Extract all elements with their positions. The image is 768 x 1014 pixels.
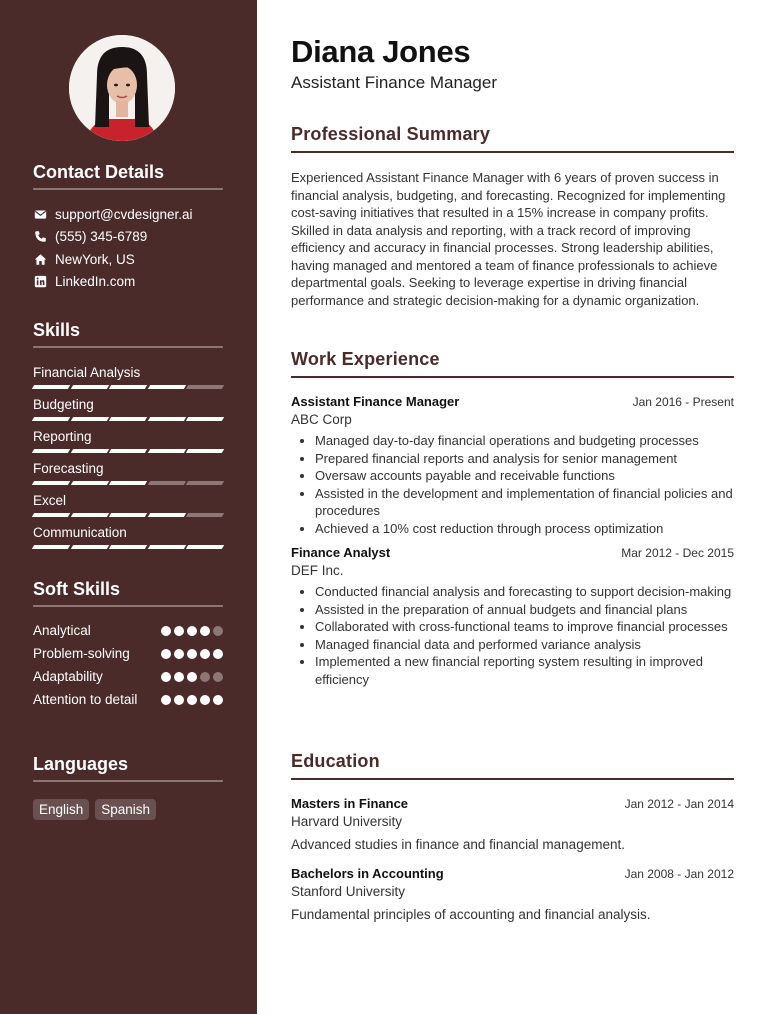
contact-location-text: NewYork, US: [55, 251, 135, 267]
school-name: Harvard University: [291, 814, 403, 829]
contact-section: [33, 162, 223, 293]
skill-name: Financial Analysis: [33, 365, 141, 380]
rating-dot: [174, 649, 184, 659]
soft-skill-item: [33, 668, 223, 686]
candidate-name: Diana Jones: [291, 34, 471, 69]
rating-dot: [187, 672, 197, 682]
skill-item: [33, 524, 223, 556]
skill-level-segment: [70, 449, 108, 453]
rating-dot: [213, 649, 223, 659]
skill-level-bar: [33, 385, 223, 389]
job-bullets: [291, 583, 734, 688]
skill-level-segment: [70, 481, 108, 485]
skill-level-segment: [186, 481, 224, 485]
contact-phone[interactable]: [33, 226, 223, 249]
summary-heading: Professional Summary: [291, 124, 491, 144]
degree-title: Bachelors in Accounting: [291, 866, 444, 881]
education-entry: [291, 866, 734, 922]
rating-dot: [161, 626, 171, 636]
contact-heading: Contact Details: [33, 162, 165, 182]
skill-name: Communication: [33, 525, 127, 540]
contact-linkedin[interactable]: [33, 271, 223, 294]
rating-dot: [213, 672, 223, 682]
skill-level-segment: [32, 481, 70, 485]
skills-heading: Skills: [33, 320, 81, 340]
rating-dot: [187, 695, 197, 705]
education-dates: Jan 2012 - Jan 2014: [624, 797, 734, 811]
skill-level-segment: [186, 449, 224, 453]
list-item: • Collaborated with cross-functional teams to improve financial processes: [315, 618, 734, 636]
degree-title: Masters in Finance: [291, 796, 409, 811]
soft-skill-item: [33, 622, 223, 640]
skill-level-bar: [33, 417, 223, 421]
job-entry: [291, 394, 734, 537]
soft-skills-list: [33, 622, 223, 709]
soft-skills-section: [33, 579, 223, 714]
job-company: DEF Inc.: [291, 563, 344, 578]
phone-icon: [33, 230, 47, 244]
languages-section: [33, 754, 223, 820]
skill-level-bar: [33, 513, 223, 517]
home-icon: [33, 252, 47, 266]
job-title: Finance Analyst: [291, 545, 391, 560]
soft-skill-rating: [161, 622, 223, 636]
job-title: Assistant Finance Manager: [291, 394, 460, 409]
skill-level-segment: [109, 545, 147, 549]
job-entry: [291, 545, 734, 688]
skill-level-segment: [148, 449, 186, 453]
rating-dot: [200, 649, 210, 659]
skill-name: Budgeting: [33, 397, 94, 412]
contact-email-text: support@cvdesigner.ai: [55, 206, 193, 222]
skill-level-segment: [148, 513, 186, 517]
skill-level-segment: [32, 545, 70, 549]
soft-skill-item: [33, 645, 223, 663]
skill-level-segment: [32, 417, 70, 421]
list-item: • Implemented a new financial reporting system resulting in improved efficiency: [315, 653, 734, 688]
rating-dot: [213, 626, 223, 636]
divider: [33, 346, 223, 348]
divider: [33, 188, 223, 190]
list-item: • Prepared financial reports and analysis for senior management: [315, 450, 734, 468]
job-bullets: [291, 432, 734, 537]
list-item: • Assisted in the preparation of annual budgets and financial plans: [315, 601, 734, 619]
contact-list: [33, 203, 223, 293]
skill-level-segment: [186, 513, 224, 517]
skill-level-segment: [109, 417, 147, 421]
skill-level-segment: [32, 513, 70, 517]
list-item: • Assisted in the development and implementation of financial policies and procedures: [315, 485, 734, 520]
skill-level-segment: [32, 385, 70, 389]
skill-item: [33, 428, 223, 460]
skill-level-bar: [33, 449, 223, 453]
rating-dot: [200, 695, 210, 705]
list-item: • Oversaw accounts payable and receivable functions: [315, 467, 734, 485]
skill-item: [33, 460, 223, 492]
soft-skill-name: Problem-solving: [33, 646, 130, 661]
job-dates: Jan 2016 - Present: [632, 395, 734, 409]
skill-level-segment: [148, 545, 186, 549]
skill-item: [33, 364, 223, 396]
skill-level-bar: [33, 481, 223, 485]
rating-dot: [200, 626, 210, 636]
rating-dot: [161, 695, 171, 705]
languages-heading: Languages: [33, 754, 129, 774]
contact-email[interactable]: [33, 203, 223, 226]
skill-level-segment: [109, 481, 147, 485]
divider: [291, 376, 734, 378]
list-item: • Conducted financial analysis and forecasting to support decision-making: [315, 583, 734, 601]
contact-linkedin-text: LinkedIn.com: [55, 274, 136, 290]
skill-level-segment: [148, 417, 186, 421]
soft-skill-name: Adaptability: [33, 669, 103, 684]
skill-name: Forecasting: [33, 461, 104, 476]
language-tag-english: English: [33, 799, 89, 820]
rating-dot: [200, 672, 210, 682]
divider: [33, 780, 223, 782]
education-section: [291, 751, 734, 922]
rating-dot: [174, 695, 184, 705]
experience-heading: Work Experience: [291, 349, 440, 369]
skill-level-segment: [32, 449, 70, 453]
skill-level-segment: [70, 385, 108, 389]
skill-level-segment: [70, 545, 108, 549]
skill-level-segment: [109, 385, 147, 389]
skills-list: [33, 364, 223, 556]
education-entry: [291, 796, 734, 852]
skill-item: [33, 396, 223, 428]
list-item: • Managed financial data and performed variance analysis: [315, 636, 734, 654]
education-description: Fundamental principles of accounting and financial analysis.: [291, 907, 651, 922]
school-name: Stanford University: [291, 884, 406, 899]
soft-skills-heading: Soft Skills: [33, 579, 121, 599]
skill-name: Excel: [33, 493, 67, 508]
education-description: Advanced studies in finance and financial management.: [291, 837, 625, 852]
skill-level-segment: [148, 385, 186, 389]
soft-skill-item: [33, 691, 223, 709]
skill-name: Reporting: [33, 429, 92, 444]
divider: [291, 151, 734, 153]
profile-photo-icon: [69, 35, 175, 141]
list-item: • Managed day-to-day financial operations and budgeting processes: [315, 432, 734, 450]
skill-level-segment: [109, 449, 147, 453]
skill-level-bar: [33, 545, 223, 549]
skill-level-segment: [70, 417, 108, 421]
soft-skill-rating: [161, 691, 223, 705]
rating-dot: [174, 626, 184, 636]
skill-level-segment: [148, 481, 186, 485]
skill-item: [33, 492, 223, 524]
contact-location: [33, 248, 223, 271]
language-tag-spanish: Spanish: [95, 799, 156, 820]
rating-dot: [213, 695, 223, 705]
list-item: • Achieved a 10% cost reduction through process optimization: [315, 520, 734, 538]
rating-dot: [187, 649, 197, 659]
skill-level-segment: [70, 513, 108, 517]
job-company: ABC Corp: [291, 412, 352, 427]
sidebar: [0, 0, 257, 1014]
summary-section: [291, 124, 734, 309]
divider: [33, 605, 223, 607]
rating-dot: [161, 649, 171, 659]
rating-dot: [187, 626, 197, 636]
soft-skill-rating: [161, 645, 223, 659]
rating-dot: [174, 672, 184, 682]
contact-phone-text: (555) 345-6789: [55, 229, 148, 245]
avatar: [69, 35, 175, 141]
skill-level-segment: [109, 513, 147, 517]
experience-section: [291, 349, 734, 688]
soft-skill-name: Attention to detail: [33, 692, 138, 707]
rating-dot: [161, 672, 171, 682]
summary-text: Experienced Assistant Finance Manager with 6 years of proven success in financial analysis, budgeting, and forecasting. Recognized for implementing cost-saving initiatives that resulted in a 15% increase in company profits. Skilled in data analysis and reporting, with a track record of improving efficiency and accuracy in financial processes. Strong leadership abilities, having managed and mentored a team of finance professionals to achieve departmental goals. Seeking to leverage expertise in driving financial performance and strategic decision-making for a dynamic organization.: [291, 170, 726, 308]
soft-skill-name: Analytical: [33, 623, 91, 638]
skill-level-segment: [186, 385, 224, 389]
envelope-icon: [33, 207, 47, 221]
divider: [291, 778, 734, 780]
candidate-title: Assistant Finance Manager: [291, 73, 497, 92]
soft-skill-rating: [161, 668, 223, 682]
language-tags: [33, 799, 223, 820]
education-heading: Education: [291, 751, 380, 771]
job-dates: Mar 2012 - Dec 2015: [621, 546, 734, 560]
linkedin-icon: [33, 275, 47, 289]
skill-level-segment: [186, 417, 224, 421]
skill-level-segment: [186, 545, 224, 549]
skills-section: [33, 320, 223, 556]
education-dates: Jan 2008 - Jan 2012: [624, 867, 734, 881]
